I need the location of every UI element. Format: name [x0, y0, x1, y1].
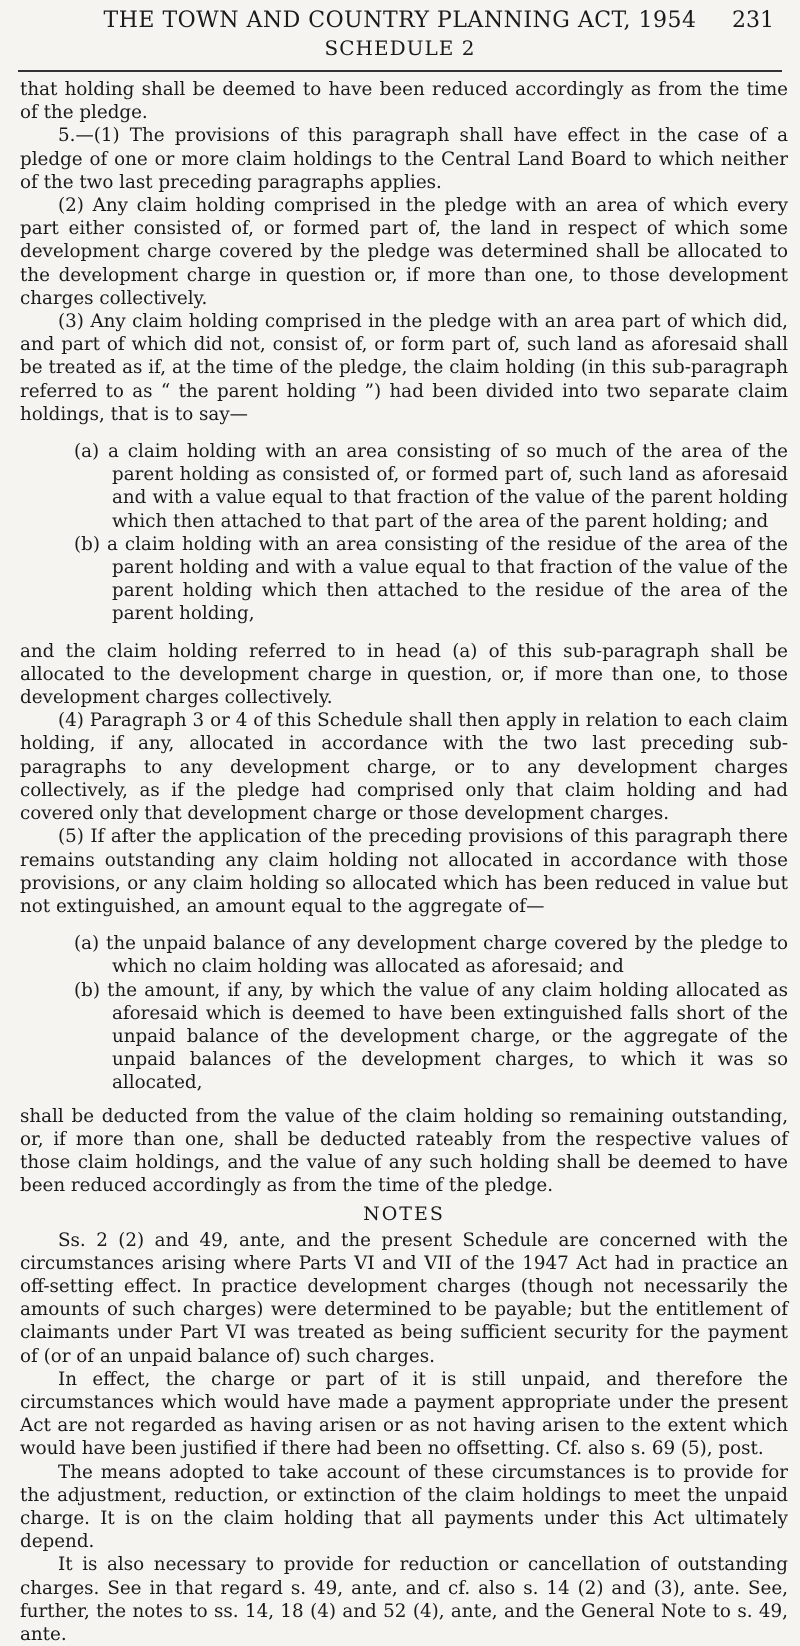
paragraph: (3) Any claim holding comprised in the pledge with an area part of which did, and part of which did not, consist of, or form part of, such land as aforesaid shall be treated as if, at the time of the pledge, the claim holding (in this sub-paragraph referred to as “ the parent holding ”) had been divided into two separate claim holdings, that is to say— — [20, 311, 788, 425]
notes-heading: NOTES — [363, 1203, 445, 1226]
paragraph: and the claim holding referred to in head (a) of this sub-paragraph shall be allocated to the development charge in question, or, if more than one, to those development charges collectively. — [20, 640, 788, 709]
clause: (a) the unpaid balance of any development charge covered by the pledge to which no claim holding was allocated as aforesaid; and — [74, 933, 788, 978]
clause: (a) a claim holding with an area consisting of so much of the area of the parent holding as consisted of, or formed part of, such land as aforesaid and with a value equal to that fraction of the value of the parent holding which then attached to that part of the area of the parent holding; and — [74, 441, 788, 532]
schedule-heading: SCHEDULE 2 — [324, 36, 476, 60]
paragraph: that holding shall be deemed to have been reduced accordingly as from the time of the pledge. — [20, 79, 788, 124]
running-head — [0, 4, 800, 68]
body-text — [20, 78, 788, 1646]
clause: (b) the amount, if any, by which the value of any claim holding allocated as aforesaid which is deemed to have been extinguished falls short of the unpaid balance of the development charge, or the aggregate of the unpaid balances of the development charges, to which it was so allocated, — [74, 979, 788, 1094]
note-paragraph: The means adopted to take account of these circumstances is to provide for the adjustment, reduction, or extinction of the claim holdings to meet the unpaid charge. It is on the claim holding that all payments under this Act ultimately depend. — [20, 1461, 788, 1553]
header-rule — [18, 70, 782, 72]
paragraph: (2) Any claim holding comprised in the pledge with an area of which every part either consisted of, or formed part of, the land in respect of which some development charge covered by the pledge was determined shall be allocated to the development charge in question or, if more than one, to those development charges collectively. — [20, 195, 788, 309]
paragraph: 5.—(1) The provisions of this paragraph shall have effect in the case of a pledge of one or more claim holdings to the Central Land Board to which neither of the two last preceding paragraphs applies. — [20, 125, 788, 193]
note-paragraph: In effect, the charge or part of it is still unpaid, and therefore the circumstances which would have made a payment appropriate under the present Act are not regarded as having arisen or as not having arisen to the extent which would have been justified if there had been no offsetting. Cf. also s. 69 (5), post. — [20, 1368, 788, 1460]
paragraph: (5) If after the application of the preceding provisions of this paragraph there remains outstanding any claim holding not allocated in accordance with those provisions, or any claim holding so allocated which has been reduced in value but not extinguished, an amount equal to the aggregate of— — [20, 826, 788, 917]
note-paragraph: It is also necessary to provide for reduction or cancellation of outstanding charges. See in that regard s. 49, ante, and cf. also s. 14 (2) and (3), ante. See, further, the notes to ss. 14, 18 (4) and 52 (4), ante, and the General Note to s. 49, ante. — [20, 1554, 788, 1645]
note-paragraph: Ss. 2 (2) and 49, ante, and the present Schedule are concerned with the circumstances arising where Parts VI and VII of the 1947 Act had in practice an off-setting effect. In practice development charges (though not necessarily the amounts of such charges) were determined to be payable; but the entitlement of claimants under Part VI was treated as being sufficient security for the payment of (or of an unpaid balance of) such charges. — [20, 1229, 788, 1367]
paragraph: (4) Paragraph 3 or 4 of this Schedule shall then apply in relation to each claim holding, if any, allocated in accordance with the two last preceding sub-paragraphs to any development charge, or to any development charges collectively, as if the pledge had comprised only that claim holding and had covered only that development charge or those development charges. — [20, 710, 788, 825]
page-number: 231 — [732, 8, 774, 33]
paragraph: shall be deducted from the value of the claim holding so remaining outstanding, or, if more than one, shall be deducted rateably from the respective values of those claim holdings, and the value of any such holding shall be deemed to have been reduced accordingly as from the time of the pledge. — [20, 1105, 788, 1197]
act-title: THE TOWN AND COUNTRY PLANNING ACT, 1954 — [103, 8, 697, 33]
clause: (b) a claim holding with an area consisting of the residue of the area of the parent holding and with a value equal to that fraction of the value of the parent holding which then attached to the residue of the area of the parent holding, — [74, 533, 788, 625]
